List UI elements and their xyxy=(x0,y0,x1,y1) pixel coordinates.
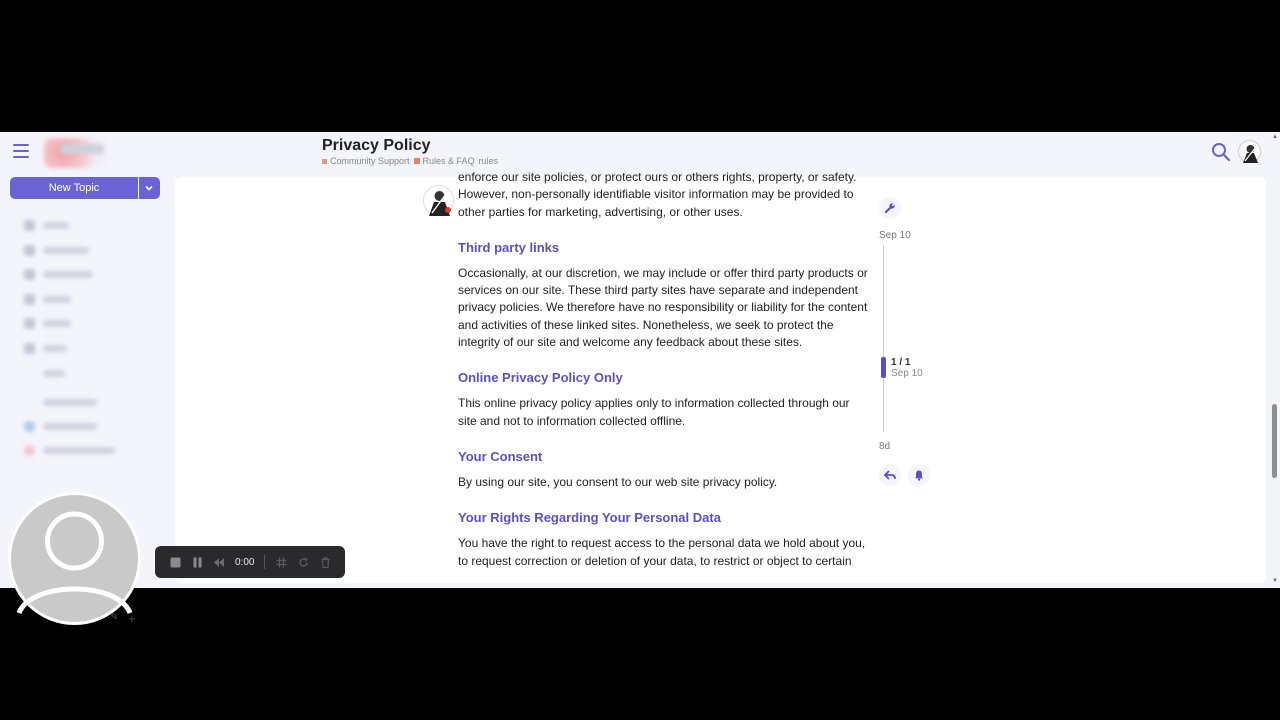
sidebar-item[interactable] xyxy=(24,269,93,280)
sidebar-item[interactable] xyxy=(24,245,89,256)
rewind-icon[interactable] xyxy=(213,556,225,568)
section-heading: Third party links xyxy=(458,239,560,255)
sidebar xyxy=(0,176,170,626)
section-heading: Your Consent xyxy=(458,448,543,464)
restart-icon[interactable] xyxy=(297,556,309,568)
post-paragraph: enforce our site policies, or protect ours or others rights, property, or safety. However, non-personally identifiable visitor information may be provided to other parties for marketing, advertising, or other uses. xyxy=(458,170,857,219)
post-paragraph: This online privacy policy applies only to information collected through our site and not to information collected offline. xyxy=(458,396,850,428)
topic-content xyxy=(175,170,1266,583)
breadcrumb xyxy=(322,156,498,166)
category-badge-icon xyxy=(414,158,420,164)
grid-icon[interactable] xyxy=(275,556,287,568)
pause-icon[interactable] xyxy=(191,556,203,568)
post-body xyxy=(458,169,868,570)
timeline-scroll-handle[interactable] xyxy=(881,357,886,378)
post-paragraph: By using our site, you consent to our web site privacy policy. xyxy=(458,474,778,489)
page-title: Privacy Policy xyxy=(322,137,431,154)
tag-rules[interactable]: rules xyxy=(478,156,499,166)
timeline-position: 1 / 1 xyxy=(891,357,911,368)
timeline-track[interactable] xyxy=(883,245,884,432)
sidebar-item[interactable] xyxy=(24,343,67,354)
post-paragraph: You have the right to request access to the personal data we hold about you, to request correction or deletion of your data, to restrict or object to certain xyxy=(458,536,866,568)
breadcrumb-label: Rules & FAQ xyxy=(422,156,475,166)
timeline-position-date: Sep 10 xyxy=(891,368,923,379)
recorder-time: 0:00 xyxy=(235,556,255,568)
sidebar-item[interactable] xyxy=(24,445,115,456)
chevron-down-icon xyxy=(144,183,154,193)
breadcrumb-rules-faq[interactable] xyxy=(414,156,475,166)
webcam-avatar xyxy=(8,492,141,625)
section-heading: Your Rights Regarding Your Personal Data xyxy=(458,510,721,526)
sidebar-item[interactable] xyxy=(24,318,71,329)
scroll-up-arrow-icon[interactable]: ▲ xyxy=(1272,134,1278,140)
screen-recorder-bar xyxy=(155,546,345,578)
sidebar-item[interactable] xyxy=(24,294,71,305)
trash-icon[interactable] xyxy=(319,556,331,568)
new-topic-dropdown-button[interactable] xyxy=(139,177,160,199)
timeline-end-label[interactable]: 8d xyxy=(879,441,891,452)
site-logo-text xyxy=(60,144,104,154)
page-scrollbar-thumb[interactable] xyxy=(1272,404,1277,478)
pencil-icon[interactable]: ✎ xyxy=(110,612,119,623)
avatar[interactable] xyxy=(1238,140,1261,163)
sidebar-section-header[interactable] xyxy=(24,397,97,408)
reply-icon[interactable] xyxy=(879,464,901,486)
post-paragraph: Occasionally, at our discretion, we may include or offer third party products or services on our site. These third party sites have separate and independent privacy policies. We therefore have no responsibility or liability for the content and activities of these linked sites. Nonetheless, we seek to protect the integrity of our site and welcome any feedback about these sites. xyxy=(458,265,868,350)
new-topic-button[interactable]: New Topic xyxy=(10,177,138,199)
notification-bell-icon[interactable] xyxy=(908,464,930,486)
category-badge-icon xyxy=(322,159,327,164)
scroll-down-arrow-icon[interactable]: ▼ xyxy=(1272,578,1278,584)
app-window xyxy=(0,132,1280,626)
sidebar-item[interactable] xyxy=(24,220,69,231)
stop-icon[interactable] xyxy=(169,556,181,568)
wrench-icon[interactable] xyxy=(879,197,901,219)
section-heading: Online Privacy Policy Only xyxy=(458,370,623,386)
sidebar-item[interactable] xyxy=(24,421,97,432)
timeline-start-date[interactable]: Sep 10 xyxy=(879,230,911,241)
post-author-avatar[interactable] xyxy=(423,185,454,216)
add-icon[interactable]: + xyxy=(128,611,136,626)
search-icon[interactable] xyxy=(1211,142,1231,162)
hamburger-icon[interactable] xyxy=(13,144,29,158)
sidebar-item[interactable] xyxy=(24,368,65,379)
breadcrumb-community-support[interactable] xyxy=(322,156,410,166)
breadcrumb-label: Community Support xyxy=(330,156,410,166)
divider xyxy=(264,555,265,569)
